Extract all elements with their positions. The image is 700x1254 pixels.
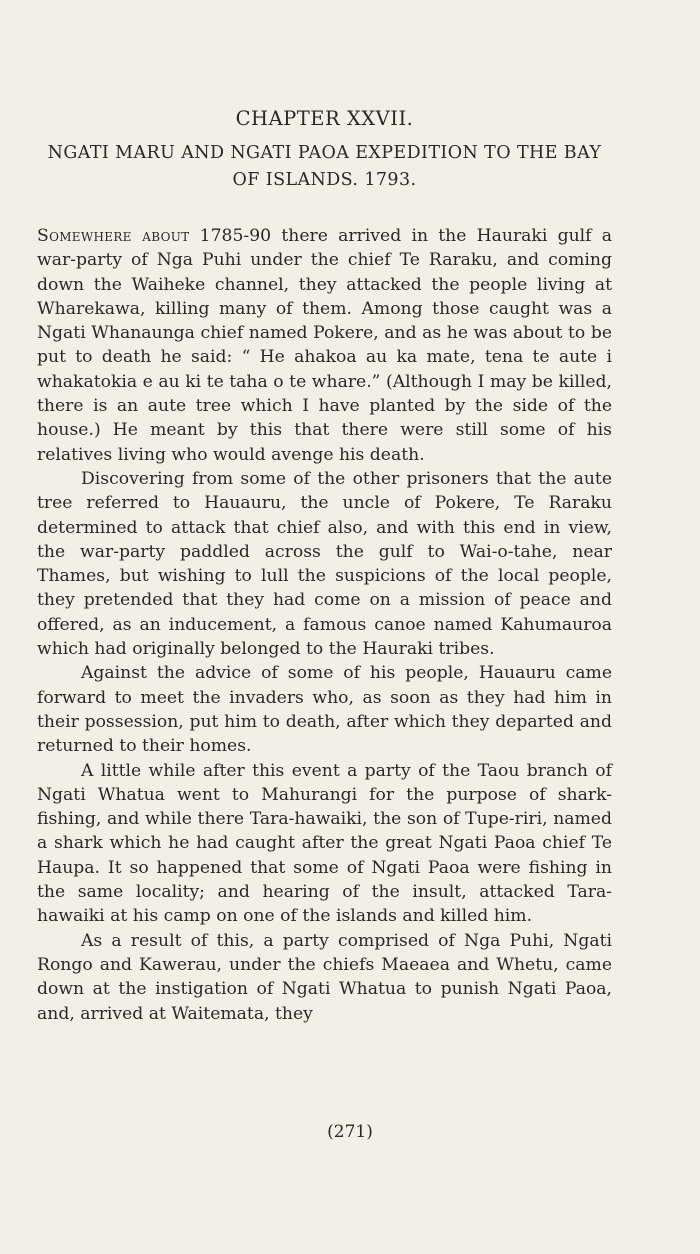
chapter-heading: CHAPTER XXVII. bbox=[235, 107, 414, 130]
paragraph-1 bbox=[37, 224, 612, 467]
paragraph-4: A little while after this event a party of the Taou branch of Ngati Whatua went to Mahurangi for the purpose of shark-fishing, and while there Tara-hawaiki, the son of Tupe-riri, named a shark which he had caught after the great Ngati Paoa chief Te Haupa. It so happened that some of Ngati Paoa were fishing in the same locality; and hearing of the insult, attacked Tara-hawaiki at his camp on one of the islands and killed him. bbox=[37, 760, 612, 927]
body-text bbox=[37, 224, 612, 1026]
paragraph-2: Discovering from some of the other prisoners that the aute tree referred to Hauauru, the uncle of Pokere, Te Raraku determined to attack that chief also, and with this end in view, the war-party paddled across the gulf to Wai-o-tahe, near Thames, but wishing to lull the suspicions of the local people, they pretended that they had come on a mission of peace and offered, as an inducement, a famous canoe named Kahumauroa which had originally belonged to the Hauraki tribes. bbox=[37, 468, 612, 660]
page-number: (271) bbox=[327, 1122, 373, 1142]
lead-in-small-caps: Somewhere about bbox=[37, 226, 190, 246]
chapter-title: NGATI MARU AND NGATI PAOA EXPEDITION TO THE BAY OF ISLANDS. 1793. bbox=[47, 143, 602, 190]
paragraph-5: As a result of this, a party comprised of Nga Puhi, Ngati Rongo and Kawerau, under the chiefs Maeaea and Whetu, came down at the instigation of Ngati Whatua to punish Ngati Paoa, and, arrived at Waitemata, they bbox=[37, 930, 612, 1024]
paragraph-1-text: 1785-90 there arrived in the Hauraki gulf a war-party of Nga Puhi under the chief Te Raraku, and coming down the Waiheke channel, they attacked the people living at Wharekawa, killing many of them. Among those caught was a Ngati Whanaunga chief named Pokere, and as he was about to be put to death he said: “ He ahakoa au ka mate, tena te aute i whakatokia e au ki te taha o te whare.” (Although I may be killed, there is an aute tree which I have planted by the side of the house.) He meant by this that there were still some of his relatives living who would avenge his death. bbox=[37, 226, 613, 465]
bleed-through-text bbox=[290, 38, 295, 56]
paragraph-3: Against the advice of some of his people, Hauauru came forward to meet the invaders who, as soon as they had him in their possession, put him to death, after which they departed and returned to their homes. bbox=[37, 663, 612, 757]
page-content bbox=[37, 106, 612, 1026]
